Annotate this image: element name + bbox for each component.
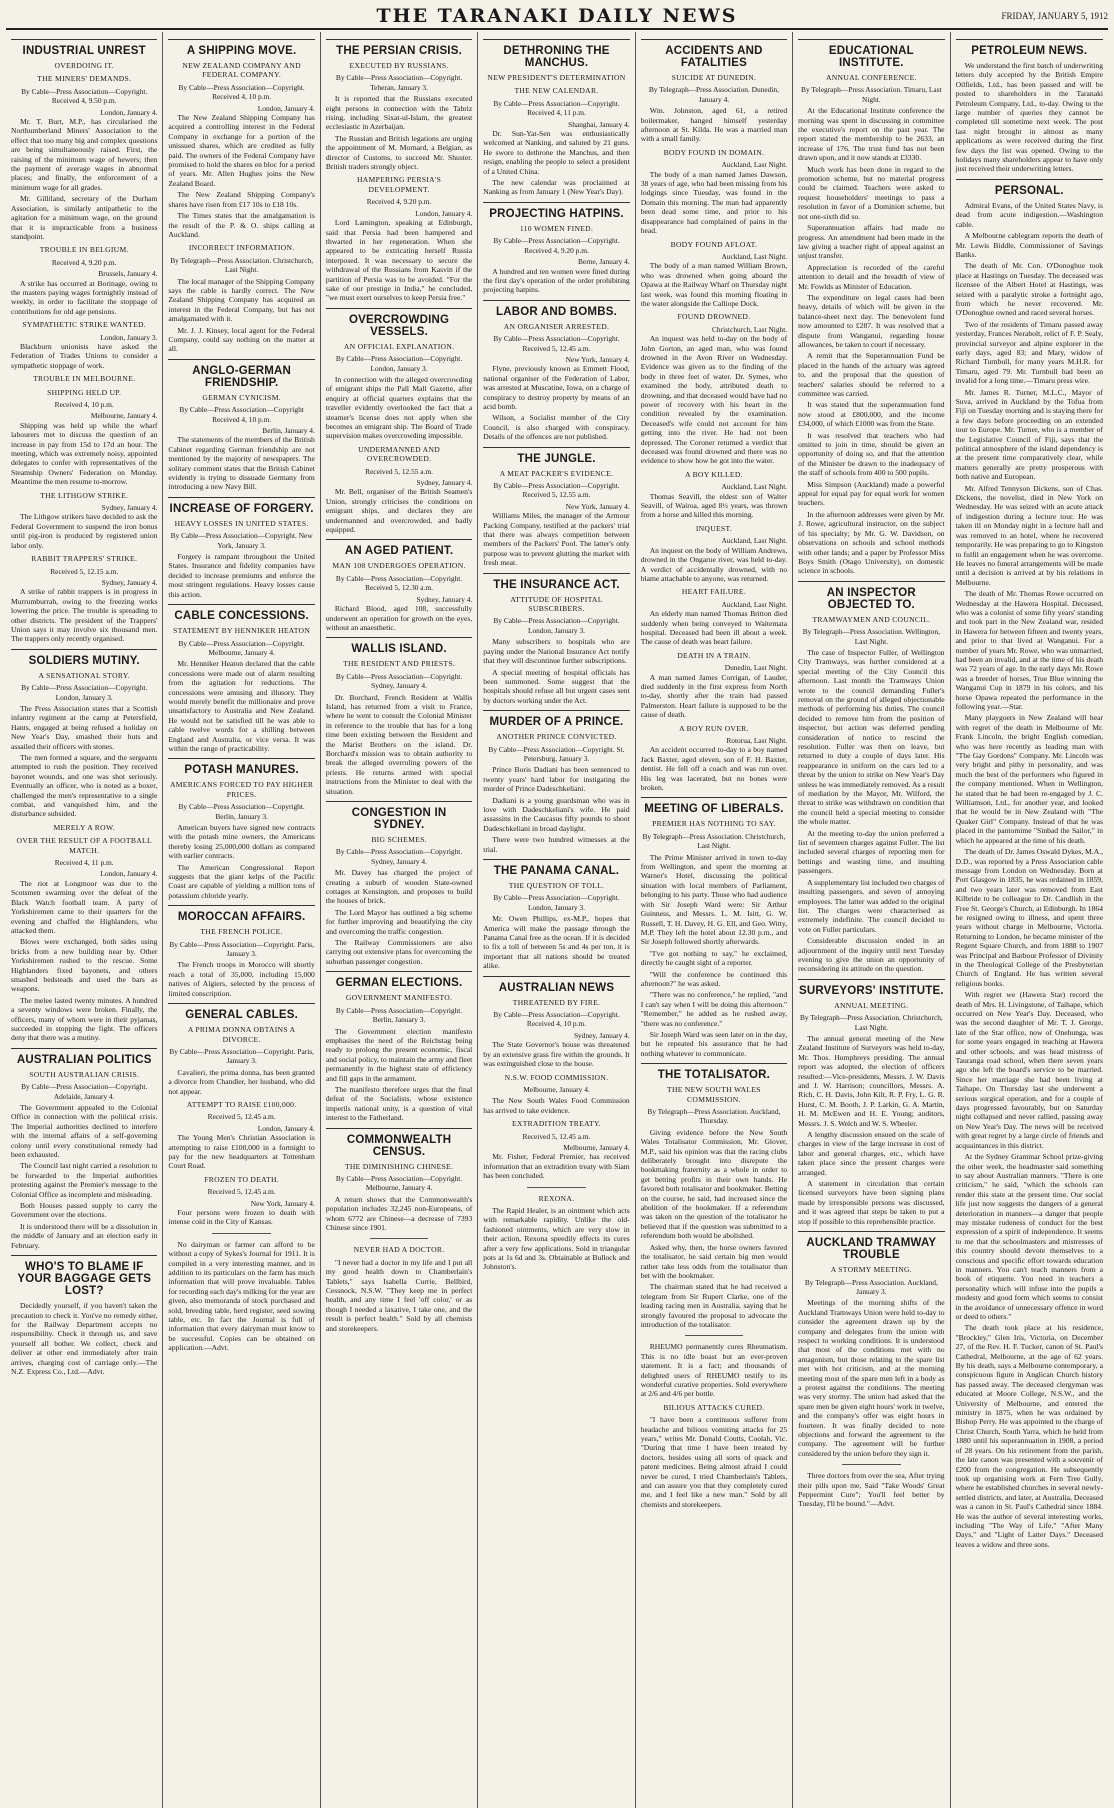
article-headline: AUSTRALIAN NEWS bbox=[483, 976, 629, 994]
dateline: Received 5, 12.45 a.m. bbox=[522, 1131, 591, 1141]
dateline: By Telegraph—Press Association. Auckland, January 3. bbox=[804, 1277, 938, 1296]
article-paragraph: The melee lasted twenty minutes. A hundred a seventy windows were broken. Finally, the officers, many of whom were in their pyjamas, succeeded in stopping the fight. The officers deny that there was a mutiny. bbox=[11, 995, 158, 1043]
article-paragraph: The annual general meeting of the New Zealand Institute of Surveyors was held to-day, Mr. Thos. Humphreys presiding. The annual report was adopted, the election of officers resulted:—Vice-presidents, Messrs. J. W. Davis and J. W. Harrison; councillors, Messrs. A. Rich, C. H. Davis, John Kilt, R. P. Fry, L. G. R. Hurst, C. M. Booth, J. P. Larkin, G. A. Martin, H. M. McEwen and H. E. Young; auditors, Messrs. J. S. Welch and W. S. Wheeler. bbox=[798, 1033, 945, 1128]
article-paragraph: Flyne, previously known as Emmett Flood, national organiser of the Federation of Labor, was arrested at Muscatine, Iowa, on a charge of conspiracy to destroy property by means of an acid bomb. bbox=[483, 364, 630, 411]
article-headline: LABOR AND BOMBS. bbox=[483, 300, 629, 318]
dateline: By Cable—Press Association—Copyright. New York, January 3. bbox=[170, 531, 313, 550]
place-dateline: Auckland, Last Night. bbox=[721, 482, 788, 492]
article-paragraph: It is reported that the Russians executed eight persons in connection with the Tabriz rising, including Sixat-ul-Islam, the greatest ecclesiastic in Azerbaijan. bbox=[325, 94, 473, 132]
column-1 bbox=[6, 32, 163, 1808]
place-dateline: London, January 4. bbox=[100, 107, 158, 117]
article-headline: MEETING OF LIBERALS. bbox=[641, 797, 787, 815]
article-headline: EDUCATIONAL INSTITUTE. bbox=[798, 39, 944, 69]
dateline: By Cable—Press Association—Copyright. London, January 3. bbox=[493, 616, 620, 635]
dateline: By Cable—Press Association—Copyright. Received 4, 9.50 p.m. bbox=[21, 86, 148, 106]
article-subheading: SUICIDE AT DUNEDIN. bbox=[671, 73, 757, 82]
columns bbox=[6, 32, 1108, 1808]
article-subheading: N.S.W. FOOD COMMISSION. bbox=[504, 1072, 609, 1082]
place-dateline: Auckland, Last Night. bbox=[721, 160, 788, 170]
place-dateline: London, January 4. bbox=[100, 869, 158, 879]
article-subheading: NEW PRESIDENT'S DETERMINATION bbox=[487, 73, 626, 82]
article-headline: SURVEYORS' INSTITUTE. bbox=[798, 979, 944, 997]
article-paragraph: No dairyman or farmer can afford to be without a copy of Sykes's Journal for 1911. It is compiled in a very interesting manner, and in addition to its particulars on the farm has much information that will prove invaluable. Tables for recording each day's milking for the year are given, also memoranda of stock purchased and sold, breeding table, herd register, seed sowing table, etc. In fact the Journal is full of information that every dairyman must know to be successful. Copies can be obtained on application.—Advt. bbox=[168, 1239, 315, 1353]
article-paragraph: A statement in circulation that certain licensed surveyors have been signing plans made by irresponsible persons was discussed, and it was agreed that steps be taken to put a stop if possible to this reprehensible practice. bbox=[798, 1179, 945, 1226]
article-paragraph: A man named James Corrigan, of Lauder, died suddenly in the first express from North to-day, shortly after the train had passed Palmerston. Heart failure is supposed to be the cause of death. bbox=[640, 672, 788, 720]
article-paragraph: A lengthy discussion ensued on the scale of charges in view of the large increase in cost of labor and general charges, etc., which have taken place since the present charges were arranged. bbox=[798, 1130, 945, 1177]
article-paragraph: Lord Lamington, speaking at Edinburgh, said that Persia had been hampered and thwarted in her regeneration. When she appeared to be extricating herself Russia interposed. It was necessary to secure the withdrawal of the Russians from Kasvin if the partition of Persia was to be avoided. "For the sake of our prestige in India," he concluded, "we must exert ourselves to keep Persia free." bbox=[325, 218, 473, 303]
article-headline: AN INSPECTOR OBJECTED TO. bbox=[798, 581, 944, 611]
dateline: By Cable—Press Association—Copyright. Received 4, 10 p.m. bbox=[493, 1010, 620, 1029]
article-subheading: ANNUAL CONFERENCE. bbox=[825, 73, 917, 82]
article-headline: A SHIPPING MOVE. bbox=[168, 39, 314, 57]
dateline: By Cable—Press Association—Copyright. Berlin, January 3. bbox=[178, 802, 305, 821]
article-headline: INDUSTRIAL UNREST bbox=[11, 39, 157, 57]
article-paragraph: Sir Joseph Ward was seen later on in the day, but he repeated his assurance that he had nothing whatever to communicate. bbox=[640, 1029, 788, 1058]
article-paragraph: A strike has occurred at Borinage, owing to the masters paying wages fortnightly instead of weekly, in order to facilitate the stoppage of contributions for old age pensions. bbox=[11, 278, 158, 316]
dateline: By Cable—Press Association—Copyright. Paris, January 3. bbox=[169, 939, 314, 959]
article-subheading: THE QUESTION OF TOLL. bbox=[508, 881, 605, 890]
article-headline: SOLDIERS MUTINY. bbox=[11, 649, 157, 667]
article-paragraph: Three doctors from over the sea, After trying their pills upon me, Said "Take Woods' Great Peppermint Cure"; You'll feel better by Tuesday, I'll be bound."—Advt. bbox=[798, 1471, 945, 1509]
article-paragraph: Four persons were frozen to death with intense cold in the City of Kansas. bbox=[168, 1208, 315, 1227]
dateline: By Telegraph—Press Association. Christchurch, Last Night. bbox=[170, 255, 314, 275]
dateline: By Cable—Press Association—Copyright. Berlin, January 3. bbox=[335, 1005, 463, 1025]
article-paragraph: Blackburn unionists have asked the Federation of Trades Unions to consider a sympathetic stoppage of work. bbox=[11, 341, 158, 370]
article-paragraph: Thomas Seavill, the eldest son of Walter Seavill, of Wairoa, aged 8½ years, was thrown from a horse and killed this morning. bbox=[640, 491, 788, 520]
article-headline: ACCIDENTS AND FATALITIES bbox=[641, 39, 787, 69]
article-paragraph: The death of Mr. Con. O'Donoghue took place at Hastings on Tuesday. The deceased was licensee of the Albert Hotel at Hastings, was seized with a paralytic stroke a fortnight ago, from which he never recovered. Mr. O'Donoghue owned and raced several horses. bbox=[955, 261, 1103, 318]
article-subheading: BODY FOUND AFLOAT. bbox=[670, 239, 758, 249]
article-paragraph: The case of Inspector Fuller, of Wellington City Tramways, was further considered at a special meeting of the City Council this afternoon. Last month the Tramways Union wrote to the council demanding Fuller's removal on the ground of alleged objectionable methods of performing his duties. The council decided to remove him from the position of inspector, but action was deferred pending consideration of notice to rescind the resolution. Fuller was then on leave, but returned to duty a couple of days later. His reappearance in uniform on the cars led to a threat by the union to strike on New Year's Day unless he was immediately removed. As a result of mediation by the Mayor, Mr. Wilford, the threat to strike was withdrawn on condition that the council held a special meeting to consider the whole matter. bbox=[798, 647, 945, 827]
column-rule bbox=[842, 1464, 901, 1465]
dateline: Received 5, 12.55 a.m. bbox=[365, 466, 434, 476]
article-subheading: A MEAT PACKER'S EVIDENCE. bbox=[499, 468, 614, 478]
dateline: By Telegraph—Press Association. Christchurch, Last Night. bbox=[642, 831, 786, 851]
place-dateline: Sydney, January 4. bbox=[101, 577, 158, 587]
dateline: By Cable—Press Association—Copyright. London, January 3. bbox=[21, 683, 148, 702]
dateline: Received 5, 12.45 a.m. bbox=[207, 1187, 276, 1197]
article-subheading: GOVERNMENT MANIFESTO. bbox=[345, 993, 453, 1003]
article-paragraph: Mr. J. J. Kinsey, local agent for the Federal Company, could say nothing on the matter at all. bbox=[168, 325, 315, 354]
article-subheading: THREATENED BY FIRE. bbox=[512, 997, 601, 1007]
dateline: Melbourne, January 4. bbox=[523, 1084, 590, 1094]
article-paragraph: An accident occurred to-day to a boy named Jack Baxter, aged eleven, son of F. H. Baxter, dentist. He fell off a coach and was run over. His leg was lacerated, but no bones were broken. bbox=[640, 745, 788, 793]
article-paragraph: A hundred and ten women were fined during the first day's operation of the order prohibiting projecting hatpins. bbox=[483, 266, 630, 295]
article-subheading: INQUEST. bbox=[695, 523, 733, 533]
article-paragraph: Giving evidence before the New South Wales Totalisator Commission, Mr. Glover, M.P., said his opinion was that the racing clubs deliberately brought into disrepute the bookmaking fraternity as a whole in order to get betting profits in their own hands. He favored both totalisator and bookmaker. Betting on the course, he said, had increased since the abolition of the bookmaker. If a referendum was taken on the question of the totalisator he believed that if the question was submitted to a referendum both would be abolished. bbox=[640, 1127, 788, 1241]
article-paragraph: The French troops in Morocco will shortly reach a total of 35,000, including 15,000 natives of Algiers, selected by the process of limited conscription. bbox=[168, 960, 315, 998]
article-subheading: STATEMENT BY HENNIKER HEATON bbox=[173, 626, 311, 636]
place-dateline: Sydney, January 4. bbox=[573, 1030, 630, 1040]
article-subheading: FOUND DROWNED. bbox=[677, 312, 751, 322]
article-subheading: PREMIER HAS NOTHING TO SAY. bbox=[652, 819, 776, 829]
article-subheading: A SENSATIONAL STORY. bbox=[38, 670, 130, 680]
column-4 bbox=[478, 32, 635, 1808]
article-paragraph: Many subscribers to hospitals who are paying under the National Insurance Act notify that they will discontinue further subscriptions. bbox=[483, 637, 630, 666]
article-subheading: A BOY KILLED. bbox=[685, 469, 743, 479]
article-paragraph: An inquest was held to-day on the body of John Gorton, an aged man, who was found drowned in the Avon River on Wednesday. Evidence was given as to the finding of the body in three feet of water. Dr. Symes, who examined the body, attributed death to drowning, and that deceased would have had no power of recovery with his heart in the condition revealed by the examination. Deceased's wife could not account for him getting into the river. He had not been depressed. The Coroner returned a verdict that deceased was found drowned and there was no evidence to show how he got into the water. bbox=[640, 334, 788, 466]
dateline: By Telegraph—Press Association. Christchurch, Last Night. bbox=[799, 1013, 943, 1032]
place-dateline: Christchurch, Last Night. bbox=[712, 324, 788, 334]
article-paragraph: The New South Wales Food Commission has arrived to take evidence. bbox=[483, 1096, 630, 1115]
article-paragraph: The Railway Commissioners are also carrying out extensive plans for overcoming the suburban passenger congestion. bbox=[325, 938, 473, 966]
article-headline: GENERAL CABLES. bbox=[168, 1003, 314, 1021]
article-paragraph: The New Zealand Shipping Company has acquired a controlling interest in the Federal Company in exchange for a portion of the unissued shares, which are credited as fully paid. The owners of the Federal Company have promised to hold the shares en bloc for a period of years. Mr. Allen Hughes joins the New Zealand Board. bbox=[168, 113, 315, 188]
column-5 bbox=[636, 32, 793, 1808]
column-2 bbox=[163, 32, 320, 1808]
masthead bbox=[6, 4, 1108, 30]
article-paragraph: Williams Miles, the manager of the Armour Packing Company, testified at the packers' trial that there was always competition between members of the Packers' Pool. The latter's only purpose was to prevent glutting the market with fresh meat. bbox=[483, 511, 630, 568]
article-paragraph: Mr. James R. Turner, M.L.C., Mayor of Suva, arrived in Auckland by the Tofua from Fiji on Tuesday morning and is staying there for a few days before proceeding on an extended tour to Europe. Mr. Turner, who is a member of the Legislative Council of Fiji, says that the political atmosphere of the island dependency is at the present time comparatively clear, while matters generally are pretty prosperous with both native and European. bbox=[955, 387, 1103, 482]
article-paragraph: A strike of rabbit trappers is in progress in Murrumburrah, owing to the freezing works lowering the price. The trouble is spreading to other districts. The president of the Trappers' Union says it may involve six thousand men. The trappers only recently organised. bbox=[11, 587, 158, 644]
dateline: By Cable—Press Association—Copyright. St. Petersburg, January 3. bbox=[488, 744, 625, 763]
article-subheading: AN OFFICIAL EXPLANATION. bbox=[343, 341, 455, 351]
place-dateline: Sydney, January 4. bbox=[101, 503, 158, 513]
article-paragraph: At the Educational Institute conference the morning was spent in discussing in committee the executive's report on the past year. The report stated the membership to be 2633, an increase of 176. The trust fund has not been drawn upon, and it now stands at £3330. bbox=[798, 106, 945, 163]
article-paragraph: Wilson, a Socialist member of the City Council, is also charged with conspiracy. Details of the offences are not published. bbox=[483, 413, 630, 442]
article-subheading: ATTITUDE OF HOSPITAL SUBSCRIBERS. bbox=[510, 594, 603, 614]
article-paragraph: The men formed a square, and the sergeants attempted to rush the position. They received bayonet wounds, and one was shot seriously. Eventually an officer, who is noted as a boxer, challenged the men's representative to a single combat, and vanquished him, and the disturbance subsided. bbox=[11, 753, 158, 819]
article-paragraph: The State Governor's house was threatened by an extensive grass fire within the grounds. It was extinguished close to the house. bbox=[483, 1040, 630, 1069]
article-paragraph: "There was no conference," he replied, "and I can't say when I will be doing this afternoon." "Remember," he added as he rushed away, "there was no conference." bbox=[640, 990, 788, 1028]
article-subheading: AMERICANS FORCED TO PAY HIGHER PRICES. bbox=[169, 780, 314, 799]
article-subheading: A PRIMA DONNA OBTAINS A DIVORCE. bbox=[187, 1025, 296, 1044]
article-paragraph: The death of Dr. James Oswald Dykes, M.A., D.D., was reported by a Press Association cable message from London on Wednesday. Born at Port Glasgow in 1835, he was ordained in 1859, and two years later was removed from East Kilbride to be colleague to Dr. Candlish in the Free St. George's Church, at Edinburgh. In 1864 he resigned owing to illness, and spent three years without charge in Melbourne, Victoria. Returning to London, he became minister of the Regent Square Church, and from 1888 to 1907 was Principal and Barbour Professor of Divinity in the Theological College of the Presbyterian Church of England. He has written several religious books. bbox=[955, 847, 1103, 988]
article-paragraph: Admiral Evans, of the United States Navy, is dead from acute indigestion.—Washington cable. bbox=[955, 200, 1103, 229]
article-headline: AN AGED PATIENT. bbox=[326, 539, 472, 557]
article-subheading: INCORRECT INFORMATION. bbox=[188, 243, 295, 253]
article-headline: AUSTRALIAN POLITICS bbox=[11, 1048, 157, 1066]
column-rule bbox=[212, 1233, 271, 1234]
article-subheading: AN ORGANISER ARRESTED. bbox=[503, 321, 610, 331]
article-headline: THE PANAMA CANAL. bbox=[483, 859, 629, 877]
article-paragraph: Dadiani is a young guardsman who was in love with Dadeschkeliani's wife. He paid assassins in the Caucasus fifty pounds to shoot Dadeschkeliani in broad daylight. bbox=[483, 795, 630, 833]
place-dateline: Shanghai, January 4. bbox=[568, 119, 630, 129]
column-7 bbox=[951, 32, 1108, 1808]
article-subheading: ANOTHER PRINCE CONVICTED. bbox=[496, 732, 617, 742]
article-subheading: BIG SCHEMES. bbox=[371, 835, 427, 844]
place-dateline: London, January 4. bbox=[257, 103, 315, 113]
article-subheading: ATTEMPT TO RAISE £100,000. bbox=[186, 1099, 297, 1109]
article-subheading: RABBIT TRAPPERS' STRIKE. bbox=[31, 554, 138, 564]
article-paragraph: Considerable discussion ended in an adjournment of the inquiry until next Tuesday evening to give the union an opportunity of reconsidering its attitude on the question. bbox=[798, 936, 945, 974]
article-paragraph: Mr. Fisher, Federal Premier, has received information that an extradition treaty with Siam has been concluded. bbox=[483, 1152, 630, 1181]
article-paragraph: Decidedly yourself, if you haven't taken the precaution to check it. You've no remedy either, for the Railway Department accepts no responsibility. Check it through us, and save yourself all bother. We collect, check and deliver at other end immediately after train arrives, charging cost of carriage only.—The N.Z. Express Co., Ltd.—Advt. bbox=[11, 1301, 158, 1376]
article-headline: WALLIS ISLAND. bbox=[326, 637, 472, 655]
dateline: By Cable—Press Association—Copyright. Received 5, 12.30 a.m. bbox=[335, 573, 463, 593]
article-paragraph: Mr. Henniker Heaton declared that the cable concessions were made out of alarm resulting from the agitation for reductions. The concessions were amusing and illusory. They would merely benefit the millionaire and prove unsatisfactory to Australia and New Zealand. He would not be satisfied till he was able to cable twelve words for a shilling between England and Australia, or vice versa. It was within the range of practicability. bbox=[168, 659, 315, 753]
article-paragraph: The New Zealand Shipping Company's shares have risen from £17 10s to £18 10s. bbox=[168, 190, 315, 209]
dateline: By Cable—Press Association—Copyright. Sydney, January 4. bbox=[335, 847, 463, 866]
place-dateline: Berne, January 4. bbox=[577, 257, 630, 267]
article-paragraph: At the Sydney Grammar School prize-giving the other week, the headmaster said something to say about Australian manners. "There is one criticism," he said, "which the schools can render this state at the present time. Our social life just now suggests the dangers of a general deterioration in manners—a danger that people may mistake rudeness of conduct for the best expression of a spirit of independence. It seems to me that the schoolmasters and mistresses of this country should devote themselves to a conscious and specific effort towards education in manners. You can't teach manners from a book of etiquette. You need in teachers a personality which will infuse into the pupils a modesty and good form which seems to consist in the avoidance of unnecessary offence in word or deed to others." bbox=[955, 1152, 1103, 1321]
dateline: By Cable—Press Association—Copyright. Received 5, 12.45 a.m. bbox=[493, 334, 620, 353]
article-subheading: FROZEN TO DEATH. bbox=[204, 1174, 280, 1184]
article-headline: THE JUNGLE. bbox=[483, 447, 629, 465]
article-subheading: SHIPPING HELD UP. bbox=[47, 387, 122, 397]
article-subheading: EXTRADITION TREATY. bbox=[512, 1119, 601, 1129]
article-subheading: GERMAN CYNICISM. bbox=[202, 392, 281, 402]
article-paragraph: Both Houses passed supply to carry the Government over the elections. bbox=[11, 1201, 158, 1220]
article-headline: PROJECTING HATPINS. bbox=[483, 202, 629, 220]
article-subheading: THE DIMINISHING CHINESE. bbox=[344, 1161, 454, 1171]
article-paragraph: An inquest on the body of William Andrews, drowned in the Ongarue river, was held to-day. A verdict of accidentally drowned, with no blame attachable to anyone, was returned. bbox=[640, 545, 788, 583]
article-paragraph: The Council last night carried a resolution to be forwarded to the Imperial authorities protesting against the Premier's message to the Colonial Office as incomplete and misleading. bbox=[11, 1161, 158, 1199]
place-dateline: New York, January 4. bbox=[250, 1198, 315, 1208]
article-paragraph: The death of Mr. Thomas Rowe occurred on Wednesday at the Hawera Hospital. Deceased, who was a colonist of some fifty years' standing and took part in the New Zealand war, resided in Hawera for between fifteen and twenty years, and prior to that lived at Wanganui. For a number of years Mr. Rowe, who was unmarried, had been an invalid, and at the time of his death was 72 years of age. In the early days Mr. Rowe was a breeder of horses, True Blue winning the Wanganui Cup in 1879 in his colors, and his horse Opawa repeated the performance in the following year.—Star. bbox=[955, 589, 1103, 711]
article-paragraph: RHEUMO permanently cures Rheumatism. This is no idle boast but an ever-proven statement. It is a fact; and thousands of delighted users of RHEUMO testify to its wonderful curative properties. Sold everywhere at 2/6 and 4/6 per bottle. bbox=[640, 1342, 788, 1399]
article-paragraph: The Press Association states that a Scottish infantry regiment at the camp at Petersfield, Hants, engaged at being refused a holiday on New Year's Day, smashed their huts and assailed their officers with stones. bbox=[11, 703, 158, 751]
article-subheading: TROUBLE IN BELGIUM. bbox=[39, 245, 129, 255]
dateline: By Cable—Press Association—Copyright. Received 5, 12.55 a.m. bbox=[493, 481, 620, 500]
dateline: By Telegraph—Press Association. Wellington, Last Night. bbox=[802, 627, 940, 646]
article-headline: WHO'S TO BLAME IF YOUR BAGGAGE GETS LOST? bbox=[11, 1255, 157, 1297]
article-subheading: HAMPERING PERSIA'S DEVELOPMENT. bbox=[356, 175, 442, 194]
article-paragraph: At the meeting to-day the union preferred a list of seventeen charges against Fuller. The list included several charges of reporting men for bettings and wasting time, and insulting passengers. bbox=[798, 828, 945, 876]
place-dateline: New York, January 4. bbox=[565, 501, 630, 511]
article-paragraph: Mr. Alfred Tennyson Dickens, son of Chas. Dickens, the novelist, died in New York on Wednesday. He was seized with an acute attack of indigestion during a lecture tour. He was taken ill on Monday night in a lecture hall and was removed to an hotel, where he recovered temporarily. He was preparing to go to Kingston to fulfil an engagement when he was overcome. He leaves no funeral arrangements will be made until a decision is arrived at by his relations in Melbourne. bbox=[955, 483, 1103, 587]
article-paragraph: There were two hundred witnesses at the trial. bbox=[483, 835, 630, 854]
dateline: By Cable—Press Association—Copyright. London, January 3. bbox=[493, 893, 620, 912]
article-paragraph: We understand the first batch of underwriting letters duly accepted by the British Empire Oilfields, Ltd., has been passed and will be posted to shareholders in the Taranaki Petroleum Company, Ltd., to-day. Owing to the large number of queries they cannot be completed till sometime next week. The post last night brought in almost as many applications as were received during the first few days the list was opened. Owing to the holidays many shareholders appear to have only just received their underwriting letters. bbox=[955, 61, 1103, 174]
article-paragraph: A return shows that the Commonwealth's population includes 32,245 non-Europeans, of whom 6772 are Chinese—a decrease of 7393 Chinese since 1901. bbox=[325, 1194, 473, 1232]
article-paragraph: Superannuation affairs had made no progress. An amendment had been made in the law giving a teacher right of appeal against an unjust transfer. bbox=[798, 223, 945, 261]
article-subheading: THE RESIDENT AND PRIESTS. bbox=[343, 659, 456, 669]
article-paragraph: A Melbourne cablegram reports the death of Mr. Lewis Biddle, Commissioner of Savings Banks. bbox=[955, 231, 1103, 259]
article-paragraph: Mr. Owen Phillips, ex-M.P., hopes that America will make the passage through the Panama Canal free as the ocean. If it is decided to fix a toll of between 5s and 4s per ton, it is important that all nations should be treated alike. bbox=[483, 914, 630, 971]
place-dateline: Dunedin, Last Night. bbox=[724, 663, 788, 673]
article-paragraph: "Will the conference be continued this afternoon?" he was asked. bbox=[640, 969, 788, 988]
column-rule bbox=[685, 1335, 744, 1336]
article-subheading: OVER THE RESULT OF A FOOTBALL MATCH. bbox=[16, 836, 152, 855]
dateline: By Cable—Press Association—Copyright. Received 4, 10 p.m. bbox=[178, 82, 305, 102]
article-subheading: THE FRENCH POLICE. bbox=[200, 927, 283, 937]
article-paragraph: The expenditure on legal cases had been heavy, details of which will be given in the balance-sheet next day. The benevolent fund now amounted to £287. It was resolved that a dispute from Wanganui, regarding house allowances, be taken to court if necessary. bbox=[798, 292, 945, 349]
place-dateline: Melbourne, January 4. bbox=[90, 411, 158, 421]
article-paragraph: The body of a man named James Dawson, 38 years of age, who had been missing from his lodgings since Tuesday, was found in the Domain this morning. The man had apparently been dead some time, and prior to his disappearance had complained of pains in the head. bbox=[640, 169, 788, 236]
article-paragraph: Prince Boris Dadiani has been sentenced to twenty years' hard labor for instigating the murder of Prince Dadeschkeliani. bbox=[483, 765, 630, 794]
article-paragraph: Mr. T. Burt, M.P., has circularised the Northumberland Miners' Association to the effect that too many big and complex questions are being simultaneously raised. First, the raising of the minimum wage of hewers; then the payment of average wages in abnormal places; and finally, the enforcement of a minimum wage for all grades. bbox=[11, 117, 158, 192]
article-paragraph: It was stated that the superannuation fund now stood at £800,000, and the income £34,000, of which £1000 was from the State. bbox=[798, 400, 945, 429]
article-subheading: A STORMY MEETING. bbox=[830, 1265, 912, 1275]
article-paragraph: The riot at Longmoor was due to the Scotsmen swarming over the defeat of the Black Watch football team. A party of Yorkshiremen came to their quarters for the evening and chaffed the Highlanders, who attacked them. bbox=[11, 878, 158, 935]
article-paragraph: Asked why, then, the horse owners favored the totalisator, he said certain big men would rather take less odds from the totalisator than bet with the bookmaker. bbox=[640, 1242, 788, 1280]
place-dateline: Brussels, January 4. bbox=[98, 269, 158, 279]
article-paragraph: A remit that the Superannuation Fund be placed in the hands of the actuary was agreed to, and the proposal that the question of teachers' salaries should be referred to a committee was carried. bbox=[798, 351, 945, 398]
article-paragraph: American buyers have signed new contracts with the potash mine owners, the Americans thereby losing 25,000,000 dollars as compared with earlier contracts. bbox=[168, 823, 315, 861]
place-dateline: Sydney, January 4. bbox=[416, 594, 473, 604]
article-paragraph: In the afternoon addresses were given by Mr. J. Rowe, agricultural instructor, on the subject of his specialty; by Mr. G. W. Davidson, on observations on schools and school methods with other lands; and a paper by Professor Miss Boys Smith (Otago University), on domestic science in schools. bbox=[798, 509, 945, 576]
article-paragraph: Much work has been done in regard to the promotion scheme, but no material progress could be claimed. Teachers were asked to request householders' meetings to pass a resolution in favor of a Dominion scheme, but not one-sixth did so. bbox=[798, 164, 945, 221]
article-subheading: DEATH IN A TRAIN. bbox=[677, 650, 751, 660]
place-dateline: London, January 3. bbox=[100, 332, 158, 342]
article-subheading: OVERDOING IT. bbox=[54, 61, 114, 70]
article-headline: THE INSURANCE ACT. bbox=[483, 573, 629, 591]
article-paragraph: Richard Blood, aged 108, successfully underwent an operation for growth on the eyes, without an anaesthetic. bbox=[325, 604, 473, 632]
article-headline: ANGLO-GERMAN FRIENDSHIP. bbox=[168, 359, 314, 389]
article-paragraph: The Rapid Healer, is an ointment which acts with remarkable rapidity. Unlike the old-fashioned ointments, which are very slow in their action, Rexona speedily effects its cures after a very few applications. Sold in triangular pots at 1s 6d and 3s. Obtainable at Bullock and Johnston's. bbox=[483, 1205, 630, 1272]
article-paragraph: Dr. Sun-Yat-Sen was enthusiastically welcomed at Nanking, and saluted by 21 guns. He swore to dethrone the Manchus, and then resign, enabling the people to select a president of a United China. bbox=[483, 129, 630, 176]
article-paragraph: The Lord Mayor has outlined a big scheme for further improving and beautifying the city and overcoming the traffic congestion. bbox=[325, 907, 473, 936]
dateline: Received 5, 12.15 a.m. bbox=[50, 566, 119, 576]
article-paragraph: Cavalieri, the prima donna, has been granted a divorce from Chandler, her husband, who did not appear. bbox=[168, 1067, 315, 1096]
column-6 bbox=[793, 32, 950, 1808]
article-subheading: A BOY RUN OVER. bbox=[679, 723, 749, 733]
dateline: Received 4, 11 p.m. bbox=[54, 858, 114, 868]
article-headline: THE PERSIAN CRISIS. bbox=[326, 39, 472, 57]
dateline: By Cable—Press Association—Copyright. Adelaide, January 4. bbox=[21, 1082, 148, 1101]
article-subheading: THE MINERS' DEMANDS. bbox=[37, 74, 132, 84]
article-subheading: HEART FAILURE. bbox=[681, 587, 747, 597]
place-dateline: Auckland, Last Night. bbox=[721, 536, 788, 546]
article-paragraph: The Young Men's Christian Association is attempting to raise £100,000 in a fortnight to pay for the new headquarters at Tottenham Court Road. bbox=[168, 1133, 315, 1171]
dateline: By Cable—Press Association—Copyright. Melbourne, January 4. bbox=[178, 638, 305, 657]
article-paragraph: The statements of the members of the British Cabinet regarding German friendship are not mentioned by the majority of newspapers. The solitary comment states that the British Cabinet evidently is trying to dissuade Germany from introducing a new Navy Bill. bbox=[168, 435, 315, 492]
place-dateline: London, January 4. bbox=[415, 208, 473, 218]
dateline: Received 5, 12.45 a.m. bbox=[207, 1112, 276, 1122]
article-paragraph: With regret we (Hawera Star) record the death of Mrs. H. Livingstone, of Taihape, which occurred on New Year's Day. Deceased, who was the second daughter of Mr. T. J. George, late of the Star office, now of Onehunga, was for some years engaged in teaching at Hawera and other schools, and was head mistress of Tauranga road school, when there seven years ago she left the board's service to be married. Since her marriage she had been living at Taihape. On Thursday last she underwent a serious surgical operation, and for a couple of days progressed favourably, but on Saturday night collapsed and never rallied, passing away on New Year's Day. The news will be received with great regret by a large circle of friends and acquaintances in this district. bbox=[955, 990, 1103, 1150]
article-headline: PETROLEUM NEWS. bbox=[956, 39, 1103, 57]
article-paragraph: Mr. Gilliland, secretary of the Durham Association, is similarly antipathetic to the agitation for a minimum wage, on the ground that it is impracticable from a business standpoint. bbox=[11, 194, 158, 241]
place-dateline: London, January 4. bbox=[257, 1123, 315, 1133]
newspaper-title: THE TARANAKI DAILY NEWS bbox=[376, 5, 738, 27]
article-paragraph: Two of the residents of Timaru passed away yesterday, Frances Nerabolt, relict of F. P. Sealy, provincial surveyor and alpine explorer in the early days, aged 83; and Mary, widow of Richard Turnbull, for many years M.H.R. for Timaru, aged 79. Mr. Turnbull had been an invalid for a long time.—Timaru press wire. bbox=[955, 319, 1103, 386]
article-paragraph: The Government election manifesto emphasises the need of the Reichstag being ready to prolong the present economic, fiscal and social policy, to maintain the army and fleet permanently in the highest state of efficiency and fill gaps in the armament. bbox=[325, 1026, 473, 1083]
article-paragraph: An elderly man named Thomas Britton died suddenly when being conveyed to Waitemata hospital. Deceased had been ill about a week. The cause of death was heart failure. bbox=[640, 609, 788, 647]
place-dateline: New York, January 4. bbox=[565, 354, 630, 364]
article-paragraph: Dr. Borchard, French Resident at Wallis Island, has returned from a visit to France, where he went to consult the Colonial Minister in reference to the trouble that has for a long time been existing between the Resident and the Marist Brothers on the island. Dr. Borchard's mission was to obtain authority to break the alleged overruling powers of the priests. He returns armed with special instructions from the Minister to deal with the situation. bbox=[325, 692, 473, 796]
article-paragraph: The Russian and British legations are urging the appointment of M. Mornard, a Belgian, as director of Customs, to succeed Mr. Shuster. British traders strongly object. bbox=[325, 133, 473, 172]
article-paragraph: The death took place at his residence, "Brockley," Glen Iris, Victoria, on December 27, of the Rev. H. F. Tucker, canon of St. Paul's Cathedral, Melbourne, at the age of 62 years. By his death, says a Melbourne contemporary, a conspicuous figure in Anglican Church history has passed away. The deceased clergyman was educated at Moore College, N.S.W., and the University of Melbourne, and entered the ministry in 1875, when he was ordained by Bishop Perry. He was appointed to the charge of Christ Church, South Yarra, which he held from 1880 until his superannuation in 1908, a period of 28 years. On his retirement from the parish, the late canon was presented with a souvenir of £200 from the congregation. He subsequently took up organising work at Fern Tree Gully, where he established churches in several newly-settled districts, and later, at Australia, Deceased was a canon in St. Paul's Cathedral since 1884. He was the author of several interesting works, including "The Way of Life," "After Many Days," and "Light of Latter Days." Deceased leaves a widow and three sons. bbox=[955, 1323, 1103, 1549]
article-subheading: THE LITHGOW STRIKE. bbox=[40, 490, 129, 500]
dateline: By Cable—Press Association—Copyright. Teheran, January 3. bbox=[335, 73, 463, 92]
article-subheading: SYMPATHETIC STRIKE WANTED. bbox=[22, 320, 147, 330]
dateline: By Cable—Press Association—Copyright. Melbourne, January 4. bbox=[335, 1173, 463, 1193]
article-headline: MURDER OF A PRINCE. bbox=[483, 710, 629, 728]
article-headline: POTASH MANURES. bbox=[168, 758, 314, 776]
article-paragraph: The new calendar was proclaimed at Nanking as from January 1 (New Year's Day). bbox=[483, 178, 630, 197]
article-paragraph: Wm. Johnston, aged 61, a retired boilermaker, hanged himself yesterday afternoon at St. Kilda. He was a married man with a small family. bbox=[640, 106, 788, 144]
article-paragraph: The Prime Minister arrived in town to-day from Wellington, and spent the morning at Warner's Hotel, discussing the political situation with local members of Parliament, belonging to his party. Those who had audience with Sir Joseph Ward were: Sir Arthur Guinness, and Messrs. L. M. Isitt, G. W. Russell, T. H. Davey, H. G. Ell, and Geo. Witty, M.P. They left the hotel about 12.30 p.m., and Sir Joseph followed shortly afterwards. bbox=[640, 852, 788, 947]
article-headline: PERSONAL. bbox=[956, 179, 1103, 197]
article-paragraph: The American Congressional Report suggests that the giant kelps of the Pacific Coast are capable of yielding a million tons of potassium chloride yearly. bbox=[168, 862, 315, 900]
article-headline: MOROCCAN AFFAIRS. bbox=[168, 905, 314, 923]
article-headline: CONGESTION IN SYDNEY. bbox=[326, 801, 472, 831]
article-subheading: MAN 108 UNDERGOES OPERATION. bbox=[332, 561, 466, 571]
dateline: By Cable—Press Association—Copyright. Paris, January 3. bbox=[169, 1046, 314, 1066]
article-paragraph: The Government appealed to the Colonial Office in connection with the political crisis. The Imperial authorities declined to interfere with the internal affairs of a self-governing colony until every constitutional remedy had been exhausted. bbox=[11, 1103, 158, 1160]
article-paragraph: Many playgoers in New Zealand will hear with regret of the death in Melbourne of Mr. Frank Lincoln, the bright English comedian, who was here recently as leading man with "The Gay Gordons" Company. Mr. Lincoln was very bright and pithy in personality, and was much the best of the performers who figured in the company mentioned. When in Wellington, he stated that he had been re-engaged by J. C. Williamson, Ltd., for another year, and looked that he would be in New Zealand with "The Quaker Girl" Company. Instead of that he was placed in the pantomime "Sinbad the Sailor," in which he appeared at the time of his death. bbox=[955, 713, 1103, 845]
article-paragraph: It is understood there will be a dissolution in the middle of January and an election early in February. bbox=[11, 1221, 158, 1250]
article-paragraph: It was resolved that teachers who had omitted to join in time, should be given an opportunity of doing so, and that the attention of the Minister be drawn to the inadequacy of the staff of schools from 400 to 500 pupils. bbox=[798, 430, 945, 478]
article-subheading: THE NEW SOUTH WALES COMMISSION. bbox=[667, 1085, 761, 1104]
dateline: By Telegraph—Press Association. Timaru, Last Night. bbox=[801, 85, 942, 104]
article-paragraph: Meetings of the morning shifts of the Auckland Tramways Union were held to-day to consider the agreement drawn up by the company and delegates from the union with respect to working conditions. It is understood that most of the conditions met with no antagonism, but those relating to the spare list met with hot criticism, and at the morning meeting most of the spare men left in a body as a protest against the conditions. The meeting was very stormy. The union had asked that the spare men be given eight hours' work in twelve, and the company's offer was eight hours in fourteen. It was finally decided to note objections and forward the agreement to the company. The agreement will be further considered by the union before they sign it. bbox=[798, 1298, 945, 1458]
article-subheading: REXONA. bbox=[538, 1193, 575, 1203]
article-subheading: NEW ZEALAND COMPANY AND FEDERAL COMPANY. bbox=[182, 61, 301, 80]
dateline: By Cable—Press Association—Copyright. Received 4, 11 p.m. bbox=[493, 98, 620, 118]
article-headline: DETHRONING THE MANCHUS. bbox=[483, 39, 629, 69]
article-paragraph: "I have been a continuous sufferer from headache and bilious vomiting attacks for 25 years," writes Mr. Donald Coutts, Coolah, Vic. "During that time I have been treated by doctors, besides using all sorts of quack and patent medicines. Being almost afraid I could never be cured, I tried Chamberlain's Tablets, and can assure you that they completely cured me, and I feel like a new man." Sold by all chemists and storekeepers. bbox=[640, 1415, 788, 1509]
article-subheading: TROUBLE IN MELBOURNE. bbox=[33, 374, 136, 384]
dateline: By Cable—Press Association—Copyright Received 4, 10 p.m. bbox=[179, 405, 304, 424]
article-subheading: EXECUTED BY RUSSIANS. bbox=[349, 61, 449, 70]
place-dateline: Melbourne, January 4. bbox=[563, 1142, 630, 1152]
article-paragraph: The chairman stated that he had received a telegram from Sir Rupert Clarke, one of the leading racing men in Australia, saying that he strongly favoured the proposal to advocate the introduction of the totalisator. bbox=[640, 1282, 788, 1329]
article-paragraph: Appreciation is recorded of the careful attention to detail and the breadth of view of Mr. Fowlds as Minister of Education. bbox=[798, 262, 945, 291]
article-paragraph: "I've got nothing to say," he exclaimed, directly he caught sight of a reporter. bbox=[640, 948, 788, 968]
article-headline: CABLE CONCESSIONS. bbox=[168, 604, 314, 622]
article-subheading: ANNUAL MEETING. bbox=[834, 1000, 909, 1010]
article-paragraph: In connection with the alleged overcrowding of emigrant ships the Pall Mall Gazette, after enquiry at official quarters explains that the traveller evidently overlooked the fact that a steamer's license does not apply when she becomes an emigrant ship. The Board of Trade supervision makes overcrowding impossible. bbox=[325, 374, 473, 441]
dateline: Received 4, 9.20 p.m. bbox=[366, 197, 432, 207]
article-paragraph: The manifesto therefore urges that the final defeat of the Socialists, whose existence imperils national unity, is a question of vital interest to the Fatherland. bbox=[325, 1084, 473, 1123]
article-subheading: NEVER HAD A DOCTOR. bbox=[353, 1245, 445, 1255]
article-subheading: UNDERMANNED AND OVERCROWDED. bbox=[358, 444, 441, 464]
article-subheading: THE NEW CALENDAR. bbox=[514, 86, 599, 96]
article-subheading: 110 WOMEN FINED. bbox=[519, 223, 594, 233]
article-subheading: BILIOUS ATTACKS CURED. bbox=[663, 1402, 765, 1412]
article-paragraph: "I never had a doctor in my life and I put all my good health down to Chamberlain's Tablets," says Isabella Currie, Bellbird, Cessnock, N.S.W. "They keep me in perfect health, and any time I feel 'off color,' or as though I needed a laxative, I take one, and the result is perfect health." Sold by all chemists and storekeepers. bbox=[325, 1257, 473, 1333]
article-headline: THE TOTALISATOR. bbox=[641, 1063, 787, 1081]
article-subheading: MERELY A ROW. bbox=[53, 822, 115, 832]
article-headline: AUCKLAND TRAMWAY TROUBLE bbox=[798, 1231, 944, 1261]
column-rule bbox=[527, 1187, 586, 1188]
article-headline: INCREASE OF FORGERY. bbox=[168, 497, 314, 515]
place-dateline: Auckland, Last Night. bbox=[721, 251, 788, 261]
dateline: Received 4, 10 p.m. bbox=[54, 400, 114, 409]
place-dateline: Sydney, January 4. bbox=[416, 478, 473, 488]
article-paragraph: Mr. Davey has charged the project of creating a suburb of wooden State-owned cottages at Kensington, and proposes to build the houses of brick. bbox=[325, 868, 473, 906]
article-paragraph: The local manager of the Shipping Company says the cable is hardly correct. The New Zealand Shipping Company has acquired an interest in the Federal Company, but has not amalgamated with it. bbox=[168, 276, 315, 324]
column-rule bbox=[370, 1238, 429, 1239]
issue-date: FRIDAY, JANUARY 5, 1912 bbox=[1001, 11, 1108, 21]
article-headline: OVERCROWDING VESSELS. bbox=[326, 308, 472, 338]
article-paragraph: The Lithgow strikers have decided to ask the Federal Government to suspend the iron bonus until pig-iron is produced by registered union labor only. bbox=[11, 512, 158, 550]
dateline: By Cable—Press Association—Copyright. Sydney, January 4. bbox=[335, 671, 463, 691]
article-paragraph: A supplementary list included two charges of insulting passengers, and seven of annoying employees. The latter was added to the original list. The charges were characterised as extremely indefinite. The council decided to vote on Fuller particulars. bbox=[798, 877, 945, 934]
dateline: By Telegraph—Press Association. Dunedin, January 4. bbox=[648, 85, 779, 104]
article-paragraph: Mr. Bell, organiser of the British Seamen's Union, strongly criticises the conditions on emigrant ships, and declares they are undermanned and overcrowded, and badly equipped. bbox=[325, 487, 473, 535]
article-subheading: SOUTH AUSTRALIAN CRISIS. bbox=[29, 1069, 140, 1079]
dateline: By Cable—Press Association—Copyright. London, January 3. bbox=[335, 354, 463, 373]
place-dateline: Rotorua, Last Night. bbox=[726, 736, 788, 745]
article-subheading: HEAVY LOSSES IN UNITED STATES. bbox=[174, 518, 309, 528]
article-subheading: BODY FOUND IN DOMAIN. bbox=[663, 147, 765, 157]
dateline: By Telegraph—Press Association. Auckland, Thursday. bbox=[647, 1107, 781, 1126]
article-paragraph: A special meeting of hospital officials has been summoned. Some suggest that the hospitals should refuse all but urgent cases sent by doctors working under the Act. bbox=[483, 667, 630, 705]
article-paragraph: The Times states that the amalgamation is the result of the P. & O. ships calling at Auckland. bbox=[168, 211, 315, 239]
article-paragraph: Miss Simpson (Auckland) made a powerful appeal for equal pay for equal work for women teachers. bbox=[798, 479, 945, 508]
article-paragraph: Forgery is rampant throughout the United States. Insurance and fidelity companies have decided to increase premiums and enforce the most stringent regulations. Heavy losses cause this action. bbox=[168, 552, 315, 599]
article-subheading: TRAMWAYMEN AND COUNCIL. bbox=[812, 614, 931, 624]
article-headline: COMMONWEALTH CENSUS. bbox=[326, 1128, 472, 1158]
place-dateline: Berlin, January 4. bbox=[262, 426, 315, 435]
article-paragraph: The body of a man named William Brown, who was drowned when going aboard the Opawa at the Railway Wharf on Thursday night last week, was found this morning floating in the water alongside the Calliope Dock. bbox=[640, 261, 788, 308]
column-3 bbox=[321, 32, 478, 1808]
dateline: Received 4, 9.20 p.m. bbox=[51, 257, 117, 267]
article-paragraph: Blows were exchanged, both sides using bricks from a new building near by. Other Yorkshiremen rushed to the rescue. Some Highlanders fixed bayonets, and others smashed bedsteads and used the bars as weapons. bbox=[11, 937, 158, 994]
article-paragraph: Shipping was held up while the wharf labourers met to discuss the question of an increase in pay from 15d to 17d an hour. The meeting, which was extremely noisy, appointed delegates to confer with representatives of the Steamship Owners' Federation on Monday. Meantime the men resume to-morrow. bbox=[11, 420, 158, 487]
dateline: By Cable—Press Association—Copyright. Received 4, 9.20 p.m. bbox=[493, 236, 620, 255]
place-dateline: Auckland, Last Night. bbox=[721, 599, 788, 609]
article-headline: GERMAN ELECTIONS. bbox=[326, 971, 472, 989]
